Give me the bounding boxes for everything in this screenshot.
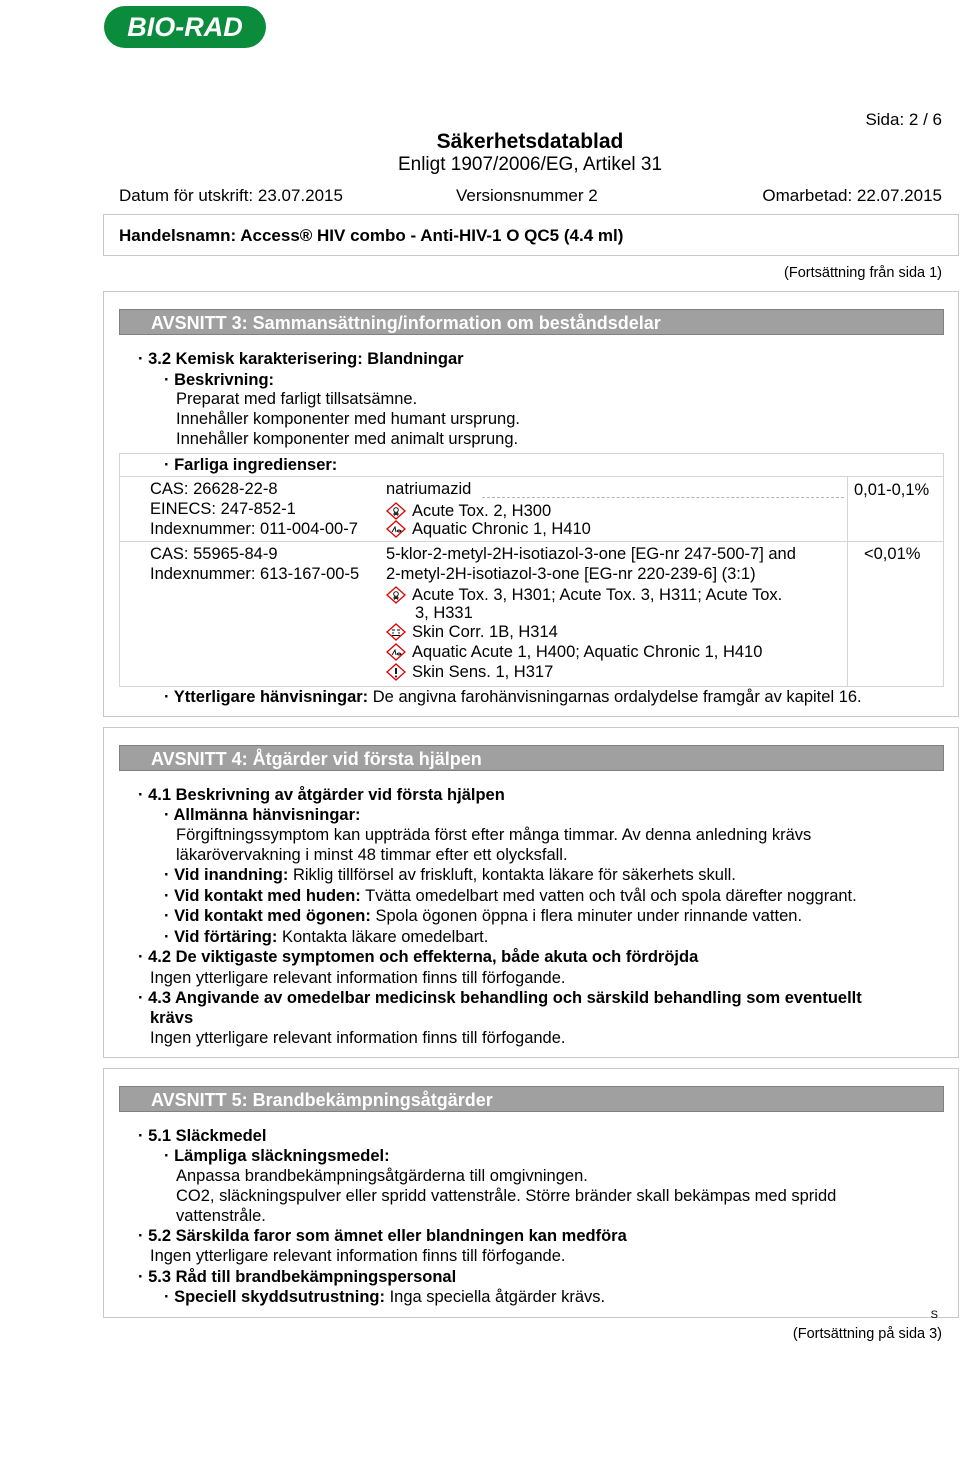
- ingredient-name: natriumazid: [386, 480, 472, 498]
- subsection-4-2-text: Ingen ytterligare relevant information finns till förfogande.: [150, 969, 566, 987]
- ingredient-id: CAS: 26628-22-8: [150, 480, 278, 498]
- inhalation-advice: · Vid inandning: Riklig tillförsel av friskluft, kontakta läkare för säkerhets skull.: [164, 866, 736, 884]
- hazard-row: [386, 519, 591, 539]
- hazard-text: Aquatic Chronic 1, H410: [412, 520, 591, 538]
- bio-rad-logo: [103, 5, 267, 49]
- ingredient-id: Indexnummer: 011-004-00-7: [150, 520, 358, 538]
- suitable-media-label: · Lämpliga släckningsmedel:: [164, 1147, 390, 1165]
- eye-contact-advice: · Vid kontakt med ögonen: Spola ögonen öppna i flera minuter under rinnande vatten.: [164, 907, 803, 925]
- environment-icon: [386, 520, 406, 538]
- subsection-4-2: · 4.2 De viktigaste symptomen och effekterna, både akuta och fördröjda: [138, 948, 699, 966]
- suitable-media-line: Anpassa brandbekämpningsåtgärderna till omgivningen.: [176, 1167, 588, 1185]
- general-advice-label: · Allmänna hänvisningar:: [164, 806, 361, 824]
- logo-text: BIO-RAD: [127, 12, 243, 42]
- document-subtitle: Enligt 1907/2006/EG, Artikel 31: [397, 154, 663, 175]
- hazard-text: Skin Corr. 1B, H314: [412, 623, 558, 641]
- version-number: Versionsnummer 2: [456, 186, 598, 205]
- subsection-4-3-cont: krävs: [150, 1009, 194, 1027]
- print-date: Datum för utskrift: 23.07.2015: [119, 186, 343, 205]
- hazard-text: Skin Sens. 1, H317: [412, 663, 554, 681]
- subsection-5-3: · 5.3 Råd till brandbekämpningspersonal: [138, 1268, 457, 1286]
- description-line: Preparat med farligt tillsatsämne.: [176, 390, 418, 408]
- trade-name: Handelsnamn: Access® HIV combo - Anti-HIV-1 O QC5 (4.4 ml): [119, 226, 624, 245]
- description-line: Innehåller komponenter med animalt ursprung.: [176, 430, 519, 448]
- subsection-4-1: · 4.1 Beskrivning av åtgärder vid första hjälpen: [138, 786, 505, 804]
- ingredient-name: 2-metyl-2H-isotiazol-3-one [EG-nr 220-239-6] (3:1): [386, 565, 756, 583]
- revised-date: Omarbetad: 22.07.2015: [762, 186, 942, 205]
- skull-crossbones-icon: [386, 502, 406, 520]
- general-advice-line: Förgiftningssymptom kan uppträda först efter många timmar. Av denna anledning krävs: [176, 826, 812, 844]
- subsection-4-3: · 4.3 Angivande av omedelbar medicinsk behandling och särskild behandling som eventuellt: [138, 989, 862, 1007]
- ingredient-id: Indexnummer: 613-167-00-5: [150, 565, 360, 583]
- corrosion-icon: [386, 623, 406, 641]
- ingredient-id: CAS: 55965-84-9: [150, 545, 278, 563]
- further-references: · Ytterligare hänvisningar: De angivna farohänvisningarnas ordalydelse framgår av kapitel 16.: [164, 688, 862, 706]
- subsection-4-3-text: Ingen ytterligare relevant information finns till förfogande.: [150, 1029, 566, 1047]
- subsection-3-2: · 3.2 Kemisk karakterisering: Blandningar: [138, 350, 464, 368]
- hazard-row: [386, 662, 553, 682]
- dashed-separator: [482, 497, 844, 498]
- footer-mark: S: [930, 1309, 938, 1321]
- protective-equipment: · Speciell skyddsutrustning: Inga speciella åtgärder krävs.: [164, 1288, 606, 1306]
- continued-on: (Fortsättning på sida 3): [792, 1326, 942, 1342]
- ingredient-concentration: 0,01-0,1%: [854, 481, 930, 499]
- ingestion-advice: · Vid förtäring: Kontakta läkare omedelbart.: [164, 928, 489, 946]
- suitable-media-line: CO2, släckningspulver eller spridd vattenstråle. Större bränder skall bekämpas med spridd: [176, 1187, 837, 1205]
- ingredient-id: EINECS: 247-852-1: [150, 500, 296, 518]
- exclamation-icon: [386, 663, 406, 681]
- hazard-text: Aquatic Acute 1, H400; Aquatic Chronic 1, H410: [412, 643, 763, 661]
- table-divider: [847, 476, 848, 687]
- page-number: Sida: 2 / 6: [865, 110, 942, 129]
- ingredient-concentration: <0,01%: [864, 545, 921, 563]
- skull-crossbones-icon: [386, 586, 406, 604]
- section-3-heading: AVSNITT 3: Sammansättning/information om beståndsdelar: [119, 309, 944, 335]
- hazard-text-continued: 3, H331: [415, 604, 473, 622]
- hazard-row: [386, 501, 551, 521]
- environment-icon: [386, 643, 406, 661]
- table-divider: [119, 476, 944, 477]
- description-label: · Beskrivning:: [164, 371, 275, 389]
- document-title: Säkerhetsdatablad: [436, 130, 624, 153]
- hazard-row: [386, 585, 782, 605]
- ingredient-name: 5-klor-2-metyl-2H-isotiazol-3-one [EG-nr 247-500-7] and: [386, 545, 796, 563]
- skin-contact-advice: · Vid kontakt med huden: Tvätta omedelbart med vatten och tvål och spola därefter noggrant.: [164, 887, 857, 905]
- general-advice-line: läkarövervakning i minst 48 timmar efter ett olycksfall.: [176, 846, 568, 864]
- section-5-heading: AVSNITT 5: Brandbekämpningsåtgärder: [119, 1086, 944, 1112]
- ingredients-label: · Farliga ingredienser:: [164, 456, 338, 474]
- suitable-media-line: vattenstråle.: [176, 1207, 266, 1225]
- section-4-heading: AVSNITT 4: Åtgärder vid första hjälpen: [119, 745, 944, 771]
- hazard-row: [386, 642, 762, 662]
- table-divider: [119, 541, 944, 542]
- subsection-5-1: · 5.1 Släckmedel: [138, 1127, 267, 1145]
- description-line: Innehåller komponenter med humant ursprung.: [176, 410, 520, 428]
- continued-from: (Fortsättning från sida 1): [784, 265, 942, 281]
- subsection-5-2-text: Ingen ytterligare relevant information finns till förfogande.: [150, 1247, 566, 1265]
- subsection-5-2: · 5.2 Särskilda faror som ämnet eller blandningen kan medföra: [138, 1227, 627, 1245]
- hazard-text: Acute Tox. 3, H301; Acute Tox. 3, H311; Acute Tox.: [412, 586, 783, 604]
- hazard-row: [386, 622, 558, 642]
- hazard-text: Acute Tox. 2, H300: [412, 502, 552, 520]
